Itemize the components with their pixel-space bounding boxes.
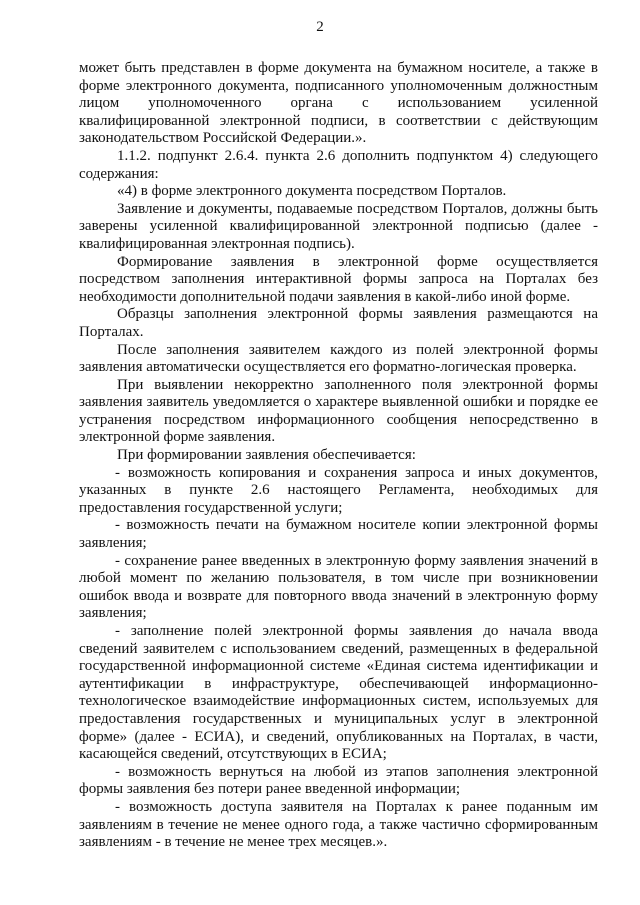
paragraph-8: При выявлении некорректно заполненного поля электронной формы заявления заявитель уведомляется о характере выявленной ошибки и порядке ее устранения посредством информационного сообщения непосредственно в электронной форме заявления. <box>79 376 598 446</box>
list-item-3: - сохранение ранее введенных в электронную форму заявления значений в любой момент по желанию пользователя, в том числе при возникновении ошибок ввода и возврате для повторного ввода значений в электронную форму заявления; <box>79 552 598 622</box>
paragraph-2: 1.1.2. подпункт 2.6.4. пункта 2.6 дополнить подпунктом 4) следующего содержания: <box>79 147 598 182</box>
document-body <box>79 60 598 852</box>
page-number: 2 <box>316 19 324 35</box>
list-item-4: - заполнение полей электронной формы заявления до начала ввода сведений заявителем с использованием сведений, размещенных в федеральной государственной информационной системе «Единая система идентификации и аутентификации в инфраструктуре, обеспечивающей информационно-технологическое взаимодействие информационных систем, используемых для предоставления государственных и муниципальных услуг в электронной форме» (далее - ЕСИА), и сведений, опубликованных на Порталах, в части, касающейся сведений, отсутствующих в ЕСИА; <box>79 623 598 763</box>
paragraph-5: Формирование заявления в электронной форме осуществляется посредством заполнения интерактивной формы запроса на Порталах без необходимости дополнительной подачи заявления в какой-либо иной форме. <box>79 253 598 305</box>
list-item-2: - возможность печати на бумажном носителе копии электронной формы заявления; <box>79 517 598 552</box>
list-item-6: - возможность доступа заявителя на Порталах к ранее поданным им заявлениям в течение не менее одного года, а также частично сформированным заявлениям - в течение не менее трех месяцев.». <box>79 798 598 851</box>
list-item-1: - возможность копирования и сохранения запроса и иных документов, указанных в пункте 2.6 настоящего Регламента, необходимых для предоставления государственной услуги; <box>79 464 598 516</box>
paragraph-7: После заполнения заявителем каждого из полей электронной формы заявления автоматически осуществляется его форматно-логическая проверка. <box>79 341 598 376</box>
paragraph-4: Заявление и документы, подаваемые посредством Порталов, должны быть заверены усиленной квалифицированной электронной подписью (далее - квалифицированная электронная подпись). <box>79 200 598 252</box>
paragraph-9: При формировании заявления обеспечивается: <box>117 447 416 464</box>
paragraph-3: «4) в форме электронного документа посредством Порталов. <box>117 183 507 200</box>
paragraph-6: Образцы заполнения электронной формы заявления размещаются на Порталах. <box>79 306 598 340</box>
list-item-5: - возможность вернуться на любой из этапов заполнения электронной формы заявления без потери ранее введенной информации; <box>79 763 598 798</box>
paragraph-1: может быть представлен в форме документа на бумажном носителе, а также в форме электронного документа, подписанного уполномоченным должностным лицом уполномоченного органа с использованием усиленной квалифицированной электронной подписи, в соответствии с действующим законодательством Российской Федерации.». <box>79 60 598 147</box>
